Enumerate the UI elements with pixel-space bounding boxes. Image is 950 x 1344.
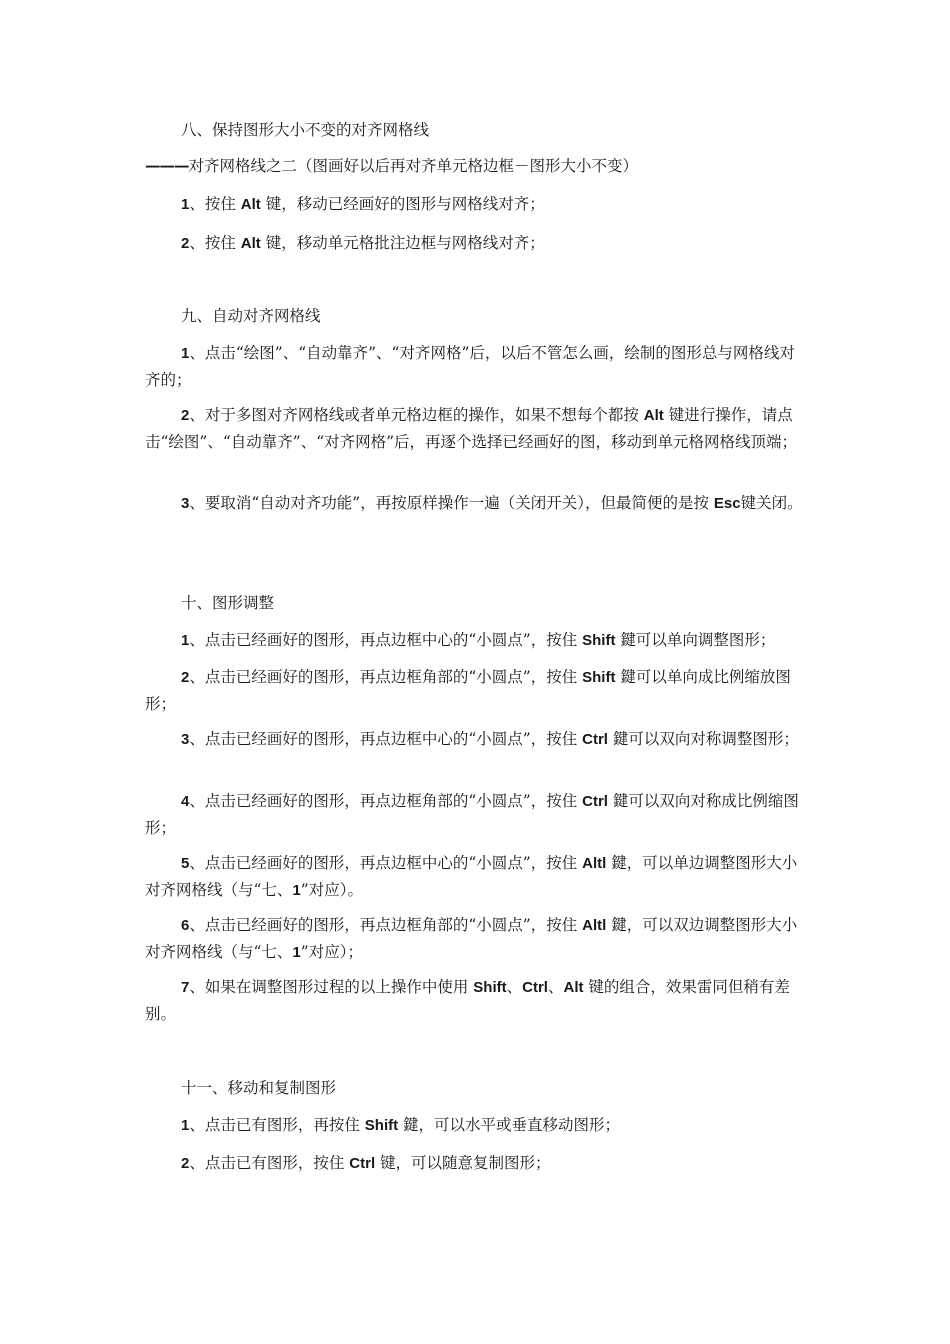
item-text: 鍵可以双向对称调整图形；	[607, 730, 799, 748]
item-text: 键，移动单元格批注边框与网格线对齐；	[260, 234, 545, 252]
section10-item-7	[145, 974, 810, 1027]
item-number: 3	[181, 731, 190, 748]
item-text: 、要取消“自动对齐功能”，再按原样操作一遍（关闭开关），但最简便的是按	[189, 494, 714, 512]
item-text: 、点击已有图形，再按住	[189, 1116, 365, 1134]
key-name: Ctrl	[522, 979, 548, 996]
section10-item-6	[145, 912, 810, 966]
item-text: 键进行操作，请点击“绘图”、“自动靠齐”、“对齐网格”后，再逐个选择已经画好的图，移动到单元格网格线顶端；	[145, 406, 798, 451]
section-heading-10: 十、图形调整	[181, 594, 275, 612]
key-name: Alt	[643, 407, 664, 424]
subtitle-text: 对齐网格线之二（图画好以后再对齐单元格边框－图形大小不变）	[188, 157, 639, 175]
item-text: 、点击已经画好的图形，再点边框中心的“小圆点”，按住	[189, 631, 583, 649]
section10-item-4	[145, 788, 810, 841]
section9-item-1	[145, 340, 810, 393]
item-text: 、点击已经画好的图形，再点边框中心的“小圆点”，按住	[189, 730, 583, 748]
item-number: 2	[181, 1155, 190, 1172]
key-name: Altl	[582, 855, 607, 872]
item-number: 2	[181, 669, 190, 686]
item-text: 鍵可以单向调整图形；	[615, 631, 776, 649]
section-heading-11: 十一、移动和复制图形	[181, 1079, 337, 1097]
item-number: 4	[181, 793, 190, 810]
item-text: 键，移动已经画好的图形与网格线对齐；	[260, 195, 545, 213]
item-text: ”对应）。	[300, 881, 363, 899]
item-text: 、对于多图对齐网格线或者单元格边框的操作，如果不想每个都按	[189, 406, 644, 424]
item-number: 2	[181, 235, 190, 252]
section10-item-1	[181, 627, 846, 654]
item-number: 1	[181, 196, 190, 213]
key-name: Esc	[713, 495, 741, 512]
section10-item-5	[145, 850, 810, 904]
section9-item-2	[145, 402, 810, 455]
item-number: 1	[181, 632, 190, 649]
key-name: Ctrl	[582, 731, 608, 748]
separator: 、	[506, 978, 523, 996]
section-heading-8: 八、保持图形大小不变的对齐网格线	[181, 121, 430, 139]
item-text: 鍵，可以双边调整图形大小对齐网格线（与“七、	[145, 916, 798, 961]
item-text: 、点击“绘图”、“自动靠齐”、“对齐网格”后，以后不管怎么画，绘制的图形总与网格线对齐的；	[145, 344, 795, 389]
section8-item-1	[181, 191, 846, 218]
key-name: Altl	[582, 917, 607, 934]
section10-item-2	[145, 664, 810, 717]
item-text: 、点击已经画好的图形，再点边框中心的“小圆点”，按住	[189, 854, 583, 872]
item-text: 鍵，可以单边调整图形大小对齐网格线（与“七、	[145, 854, 798, 899]
subtitle-dash: ———	[145, 156, 189, 175]
section11-item-2	[181, 1150, 846, 1177]
section-heading-9: 九、自动对齐网格线	[181, 307, 321, 325]
item-number: 5	[181, 855, 190, 872]
reference-number: 1	[292, 944, 301, 961]
key-name: Alt	[240, 196, 261, 213]
item-text: 、点击已经画好的图形，再点边框角部的“小圆点”，按住	[189, 792, 583, 810]
item-text: 、按住	[189, 195, 241, 213]
item-text: 键，可以随意复制图形；	[375, 1154, 551, 1172]
key-name: Ctrl	[582, 793, 608, 810]
item-number: 2	[181, 407, 190, 424]
section10-item-3	[145, 726, 810, 753]
key-name: Shift	[364, 1117, 399, 1134]
item-text: 键的组合，效果雷同但稍有差别。	[145, 978, 790, 1023]
key-name: Alt	[563, 979, 584, 996]
item-text: 、按住	[189, 234, 241, 252]
section8-item-2	[181, 230, 846, 257]
item-text: 鍵可以双向对称成比例缩图形；	[145, 792, 799, 837]
section11-item-1	[181, 1112, 846, 1139]
key-name: Ctrl	[349, 1155, 376, 1172]
key-name: Shift	[582, 669, 616, 686]
item-text: 鍵可以单向成比例缩放图形；	[145, 668, 791, 713]
key-name: Shift	[582, 632, 616, 649]
item-number: 1	[181, 1117, 190, 1134]
item-text: 、点击已经画好的图形，再点边框角部的“小圆点”，按住	[189, 916, 583, 934]
section-subtitle-8	[145, 153, 810, 179]
item-text: 鍵，可以水平或垂直移动图形；	[398, 1116, 621, 1134]
section9-item-3	[145, 490, 810, 517]
item-number: 6	[181, 917, 190, 934]
key-name: Alt	[240, 235, 261, 252]
item-text: 键关闭。	[740, 494, 803, 512]
item-number: 3	[181, 495, 190, 512]
separator: 、	[547, 978, 564, 996]
item-number: 7	[181, 979, 190, 996]
reference-number: 1	[292, 882, 301, 899]
item-text: 、如果在调整图形过程的以上操作中使用	[189, 978, 474, 996]
item-number: 1	[181, 345, 190, 362]
item-text: 、点击已有图形，按住	[189, 1154, 350, 1172]
key-name: Shift	[473, 979, 507, 996]
item-text: 、点击已经画好的图形，再点边框角部的“小圆点”，按住	[189, 668, 583, 686]
item-text: ”对应）；	[300, 943, 363, 961]
